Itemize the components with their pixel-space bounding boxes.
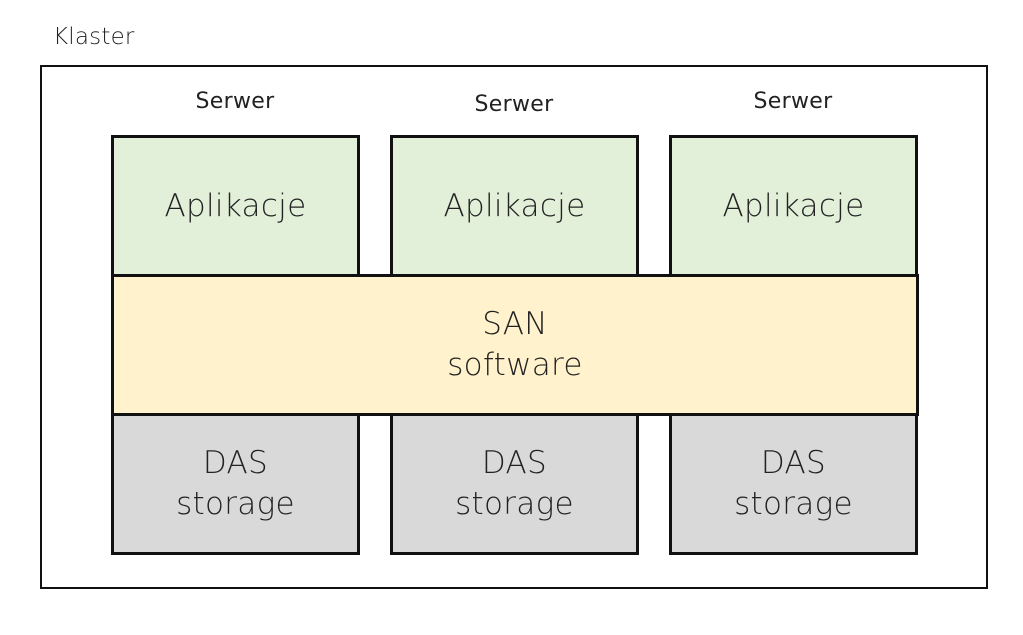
das-storage-box-2: DAS storage [390,413,639,555]
das-storage-box-3: DAS storage [669,413,918,555]
server-label-3: Serwer [753,89,833,114]
das-storage-box-1: DAS storage [111,413,360,555]
san-software-box: SAN software [111,274,919,416]
cluster-label: Klaster [53,24,135,50]
server-label-2: Serwer [474,92,554,117]
app-box-3: Aplikacje [669,135,918,277]
app-box-1: Aplikacje [111,135,360,277]
server-label-1: Serwer [195,89,275,114]
app-box-2: Aplikacje [390,135,639,277]
